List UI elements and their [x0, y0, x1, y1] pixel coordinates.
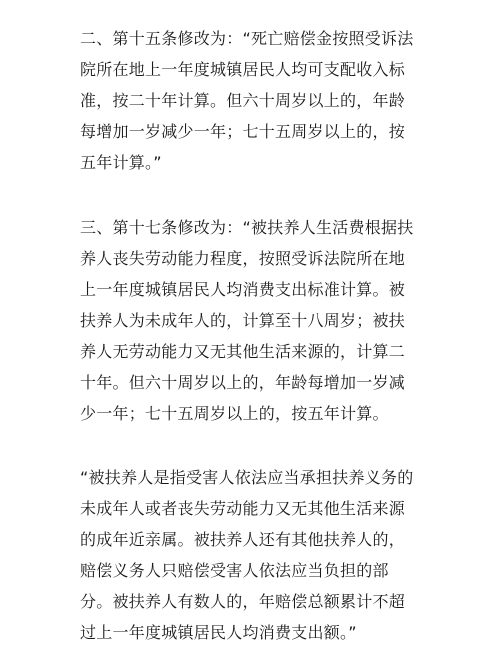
text-line: 十年。但六十周岁以上的，年龄每增加一岁减: [80, 373, 406, 392]
text-line: 分。被扶养人有数人的，年赔偿总额累计不超: [80, 592, 406, 611]
text-line: 准，按二十年计算。但六十周岁以上的，年龄: [80, 91, 406, 110]
paragraph-article-17-amendment: [80, 212, 432, 429]
text-line: “被扶养人是指受害人依法应当承担扶养义务的: [80, 468, 414, 487]
text-line: 赔偿义务人只赔偿受害人依法应当负担的部: [80, 561, 389, 580]
text-line: 未成年人或者丧失劳动能力又无其他生活来源: [80, 499, 406, 518]
text-line: 三、第十七条修改为：“被扶养人生活费根据扶: [80, 218, 414, 237]
text-line: 过上一年度城镇居民人均消费支出额。”: [80, 623, 357, 642]
text-line: 二、第十五条修改为：“死亡赔偿金按照受诉法: [80, 29, 414, 48]
paragraph-dependent-definition: [80, 462, 432, 648]
text-line: 少一年；七十五周岁以上的，按五年计算。: [80, 404, 389, 423]
text-line: 院所在地上一年度城镇居民人均可支配收入标: [80, 60, 406, 79]
text-line: 上一年度城镇居民人均消费支出标准计算。被: [80, 280, 406, 299]
text-line: 扶养人为未成年人的，计算至十八周岁；被扶: [80, 311, 406, 330]
paragraph-article-15-amendment: [80, 23, 432, 178]
text-line: 每增加一岁减少一年；七十五周岁以上的，按: [80, 122, 406, 141]
text-line: 养人无劳动能力又无其他生活来源的，计算二: [80, 342, 406, 361]
text-line: 五年计算。”: [80, 153, 162, 172]
text-line: 养人丧失劳动能力程度，按照受诉法院所在地: [80, 249, 406, 268]
text-line: 的成年近亲属。被扶养人还有其他扶养人的，: [80, 530, 406, 549]
